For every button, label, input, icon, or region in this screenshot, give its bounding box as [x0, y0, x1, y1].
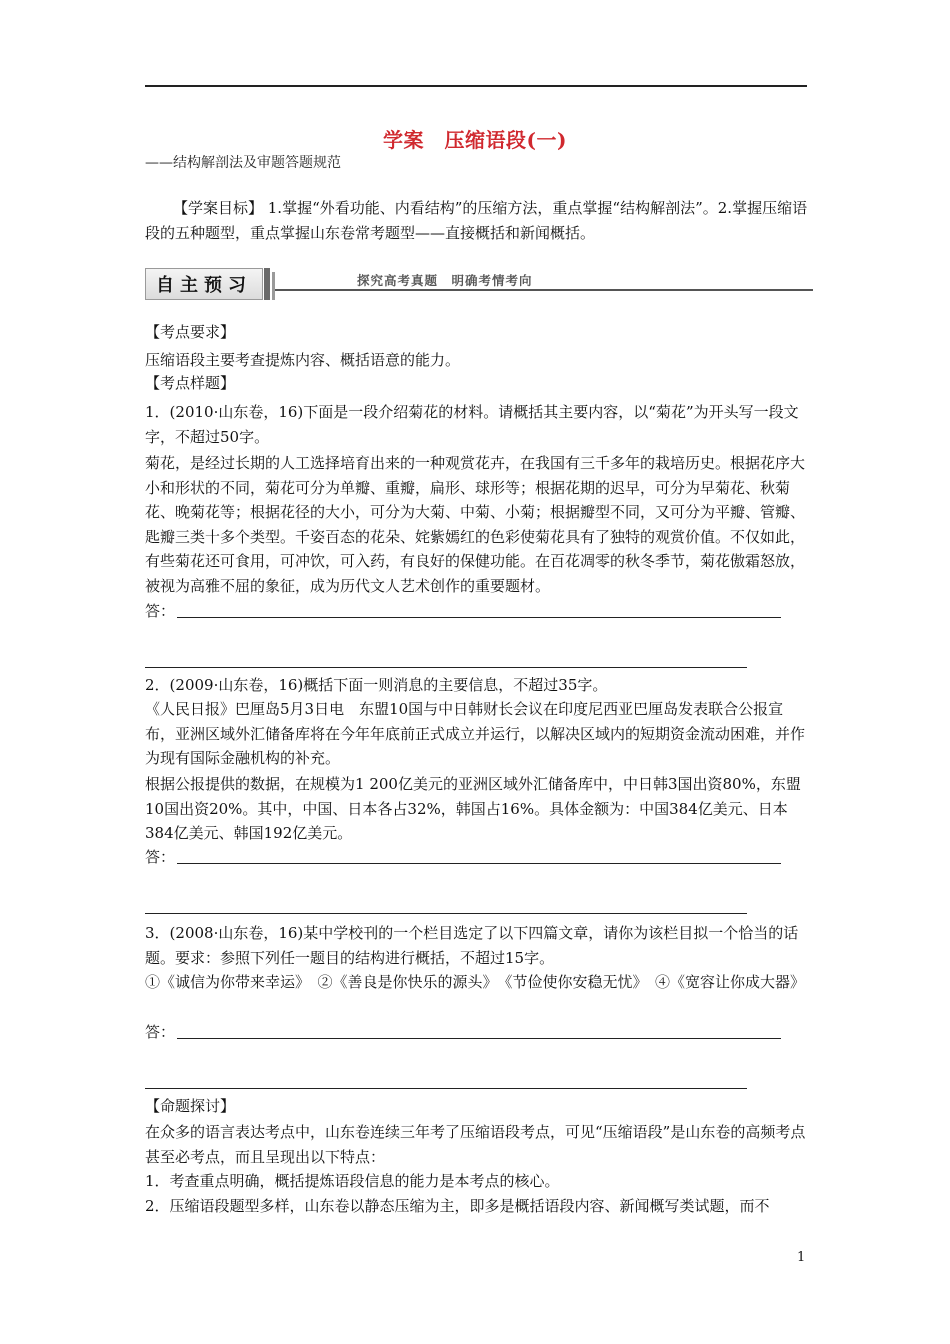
banner-label: 自主预习 — [145, 268, 263, 300]
page-number: 1 — [797, 1250, 806, 1265]
page-title: 学案 压缩语段(一) — [383, 128, 567, 152]
question-2-material-2: 根据公报提供的数据，在规模为1 200亿美元的亚洲区域外汇储备库中，中日韩3国出资80%，东盟10国出资20%。其中，中国、日本各占32%，韩国占16%。具体金额为：中国384亿美元、日本384亿美元、韩国192亿美元。 — [145, 775, 801, 842]
banner-tagline: 探究高考真题 明确考情考向 — [357, 273, 533, 288]
page-subtitle: ——结构解剖法及审题答题规范 — [145, 155, 341, 171]
question-2-answer-label: 答： — [145, 848, 176, 866]
discussion-text: 在众多的语言表达考点中，山东卷连续三年考了压缩语段考点，可见“压缩语段”是山东卷的高频考点甚至必考点，而且呈现出以下特点： — [145, 1123, 806, 1166]
banner-divider-thin — [272, 272, 275, 300]
question-1-answer-line[interactable] — [177, 617, 781, 618]
question-1-prompt: 1．(2010·山东卷，16)下面是一段介绍菊花的材料。请概括其主要内容，以“菊花”为开头写一段文字，不超过50字。 — [145, 403, 799, 446]
question-2-material-1: 《人民日报》巴厘岛5月3日电 东盟10国与中日韩财长会议在印度尼西亚巴厘岛发表联合公报宣布，亚洲区域外汇储备库将在今年年底前正式成立并运行，以解决区域内的短期资金流动困难，并作为现有国际金融机构的补充。 — [145, 700, 806, 767]
discussion-heading: 【命题探讨】 — [145, 1097, 236, 1115]
section-banner — [145, 268, 813, 300]
banner-rule — [275, 289, 813, 291]
header-rule — [145, 85, 807, 87]
requirements-heading: 【考点要求】 — [145, 323, 236, 341]
question-2-prompt: 2．(2009·山东卷，16)概括下面一则消息的主要信息，不超过35字。 — [145, 676, 608, 694]
learning-objective: 【学案目标】 1.掌握“外看功能、内看结构”的压缩方法，重点掌握“结构解剖法”。2.掌握压缩语段的五种题型，重点掌握山东卷常考题型——直接概括和新闻概括。 — [145, 199, 808, 242]
question-3-options: ①《诚信为你带来幸运》 ②《善良是你快乐的源头》 《节俭使你安稳无忧》 ④《宽容让你成大器》 — [145, 973, 806, 991]
requirements-text: 压缩语段主要考查提炼内容、概括语意的能力。 — [145, 351, 461, 369]
question-3-answer-label: 答： — [145, 1023, 176, 1041]
samples-heading: 【考点样题】 — [145, 374, 236, 392]
question-1-answer-label: 答： — [145, 602, 176, 620]
question-1-material: 菊花，是经过长期的人工选择培育出来的一种观赏花卉，在我国有三千多年的栽培历史。根据花序大小和形状的不同，菊花可分为单瓣、重瓣，扁形、球形等；根据花期的迟早，可分为早菊花、秋菊花、晚菊花等；根据花径的大小，可分为大菊、中菊、小菊；根据瓣型不同，又可分为平瓣、管瓣、匙瓣三类十多个类型。千姿百态的花朵、姹紫嫣红的色彩使菊花具有了独特的观赏价值。不仅如此，有些菊花还可食用，可冲饮，可入药，有良好的保健功能。在百花凋零的秋冬季节，菊花傲霜怒放，被视为高雅不屈的象征，成为历代文人艺术创作的重要题材。 — [145, 454, 806, 595]
banner-divider — [264, 268, 270, 300]
question-2-answer-line-2[interactable] — [145, 913, 747, 914]
question-3-prompt: 3．(2008·山东卷，16)某中学校刊的一个栏目选定了以下四篇文章，请你为该栏目拟一个恰当的话题。要求：参照下列任一题目的结构进行概括，不超过15字。 — [145, 924, 799, 967]
discussion-point-1: 1．考查重点明确，概括提炼语段信息的能力是本考点的核心。 — [145, 1172, 560, 1190]
question-3-answer-line[interactable] — [177, 1038, 781, 1039]
discussion-point-2: 2．压缩语段题型多样，山东卷以静态压缩为主，即多是概括语段内容、新闻概写类试题，而不 — [145, 1197, 770, 1215]
question-1-answer-line-2[interactable] — [145, 667, 747, 668]
question-3-answer-line-2[interactable] — [145, 1088, 747, 1089]
question-2-answer-line[interactable] — [177, 863, 781, 864]
